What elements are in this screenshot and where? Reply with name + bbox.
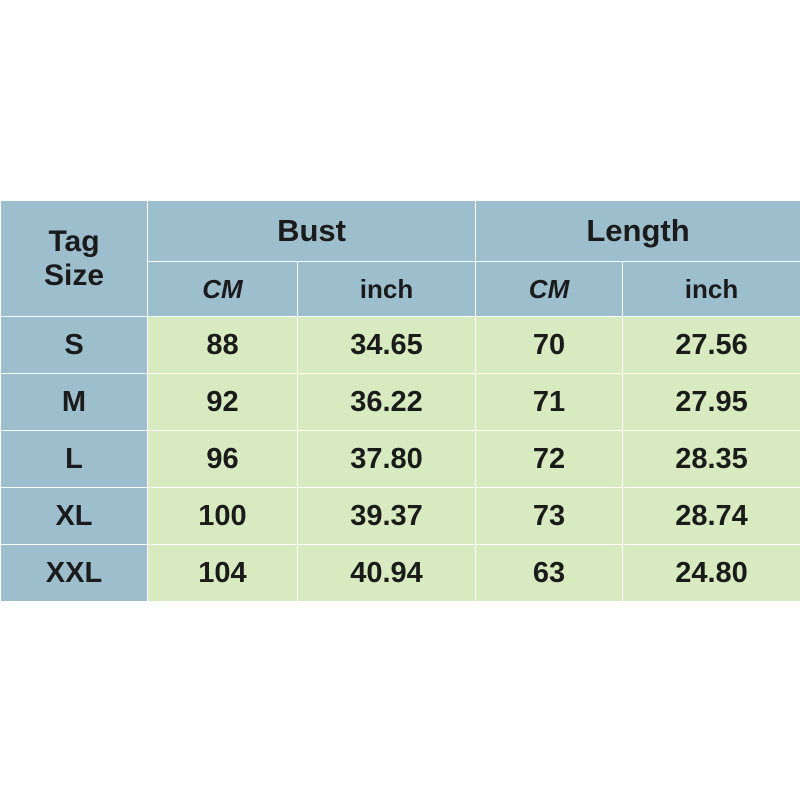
cell-length-inch: 28.74 [623, 488, 800, 545]
cell-bust-cm: 92 [148, 374, 298, 431]
cell-bust-inch: 36.22 [298, 374, 476, 431]
cell-length-inch: 28.35 [623, 431, 800, 488]
cell-length-cm: 71 [476, 374, 623, 431]
tag-size-line2: Size [43, 258, 105, 292]
table-header [1, 201, 800, 317]
table-row [1, 374, 800, 431]
cell-bust-inch: 34.65 [298, 317, 476, 374]
size-chart-container [0, 200, 800, 602]
cell-length-cm: 73 [476, 488, 623, 545]
row-size-label: L [1, 431, 148, 488]
table-row [1, 431, 800, 488]
cell-bust-cm: 88 [148, 317, 298, 374]
length-inch-header: inch [623, 262, 800, 317]
cell-length-cm: 72 [476, 431, 623, 488]
row-size-label: M [1, 374, 148, 431]
tag-size-header [1, 201, 148, 317]
cell-bust-inch: 37.80 [298, 431, 476, 488]
row-size-label: XXL [1, 545, 148, 602]
table-row [1, 488, 800, 545]
cell-length-inch: 27.95 [623, 374, 800, 431]
bust-inch-header: inch [298, 262, 476, 317]
cell-length-cm: 63 [476, 545, 623, 602]
row-size-label: XL [1, 488, 148, 545]
cell-bust-inch: 40.94 [298, 545, 476, 602]
cell-length-cm: 70 [476, 317, 623, 374]
length-group-header: Length [476, 201, 800, 262]
cell-bust-cm: 104 [148, 545, 298, 602]
cell-bust-cm: 96 [148, 431, 298, 488]
cell-length-inch: 24.80 [623, 545, 800, 602]
tag-size-line1: Tag [48, 224, 100, 258]
row-size-label: S [1, 317, 148, 374]
length-cm-header: CM [476, 262, 623, 317]
cell-bust-cm: 100 [148, 488, 298, 545]
header-row-groups [1, 201, 800, 262]
table-row [1, 545, 800, 602]
bust-group-header: Bust [148, 201, 476, 262]
size-chart-table [0, 200, 800, 602]
cell-length-inch: 27.56 [623, 317, 800, 374]
table-row [1, 317, 800, 374]
table-body [1, 317, 800, 602]
cell-bust-inch: 39.37 [298, 488, 476, 545]
bust-cm-header: CM [148, 262, 298, 317]
